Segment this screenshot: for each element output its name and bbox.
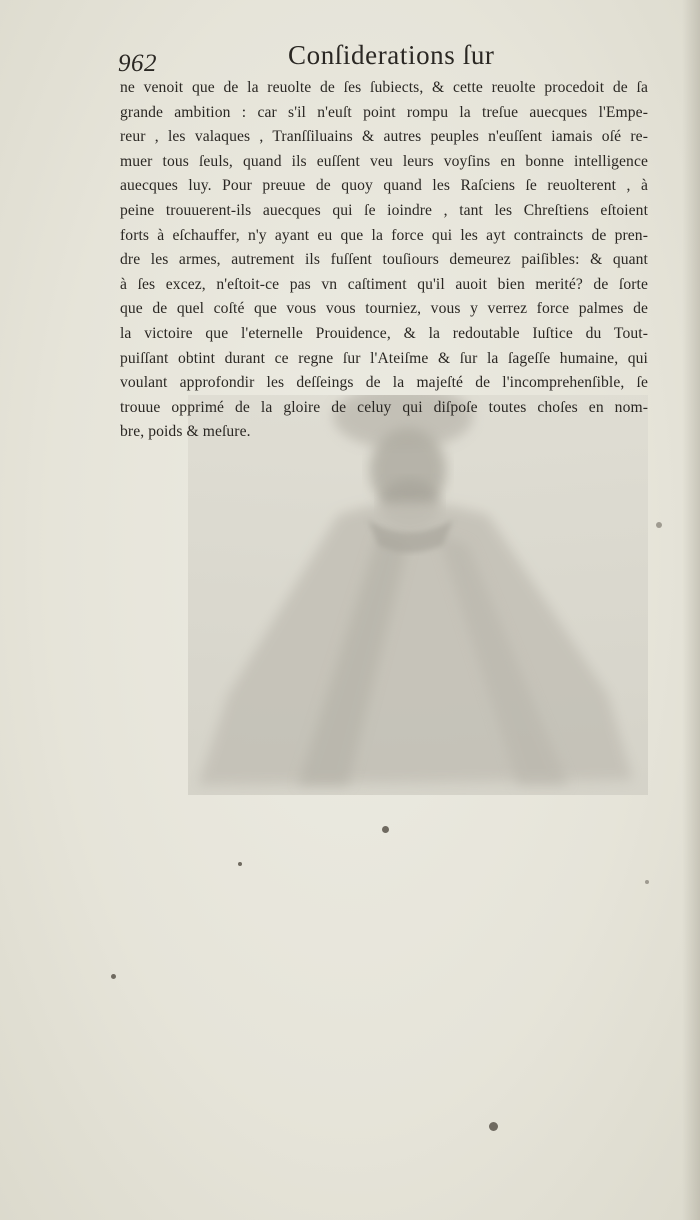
text-line: la victoire que l'eternelle Prouidence, & la redoutable Iuſtice du Tout- (120, 324, 648, 342)
text-line: que de quel coſté que vous vous tourniez, vous y verrez force palmes de (120, 300, 648, 318)
text-line: voulant approfondir les deſſeings de la majeſté de l'incomprehenſible, ſe (120, 374, 648, 392)
text-line: peine trouuerent-ils auecques qui ſe ioindre , tant les Chreſtiens eſtoient (120, 201, 648, 219)
page-number: 962 (118, 50, 157, 77)
text-line: forts à eſchauffer, n'y ayant eu que la force qui les ayt contraincts de pren- (120, 226, 648, 244)
text-line: puiſſant obtint durant ce regne ſur l'Ateiſme & ſur la ſageſſe humaine, qui (120, 349, 648, 367)
paper-speck (111, 974, 116, 979)
paper-speck (656, 522, 662, 528)
paper-speck (645, 880, 649, 884)
text-line: dre les armes, autrement ils fuſſent touſiours demeurez paiſibles: & quant (120, 251, 648, 269)
show-through-portrait-icon (188, 395, 648, 795)
page-header (118, 40, 648, 76)
text-line: grande ambition : car s'il n'euſt point rompu la treſue auecques l'Empe- (120, 103, 648, 121)
text-line: reur , les valaques , Tranſſiluains & autres peuples n'euſſent iamais oſé re- (120, 128, 648, 146)
text-line: auecques luy. Pour preuue de quoy quand les Raſciens ſe reuolterent , à (120, 177, 648, 195)
text-line-last: bre, poids & meſure. (120, 423, 251, 441)
text-line: à ſes excez, n'eſtoit-ce pas vn caſtiment qu'il auoit bien merité? de ſorte (120, 275, 648, 293)
paper-speck (489, 1122, 498, 1131)
body-text (120, 76, 648, 445)
text-line: trouue opprimé de la gloire de celuy qui diſpoſe toutes choſes en nom- (120, 398, 648, 416)
paper-speck (382, 826, 389, 833)
paper-speck (238, 862, 242, 866)
page-edge-shadow (682, 0, 700, 1220)
text-line: muer tous ſeuls, quand ils euſſent veu leurs voyſins en bonne intelligence (120, 152, 648, 170)
text-line: ne venoit que de la reuolte de ſes ſubiects, & cette reuolte procedoit de ſa (120, 79, 648, 96)
running-title: Conſiderations ſur (288, 40, 495, 70)
